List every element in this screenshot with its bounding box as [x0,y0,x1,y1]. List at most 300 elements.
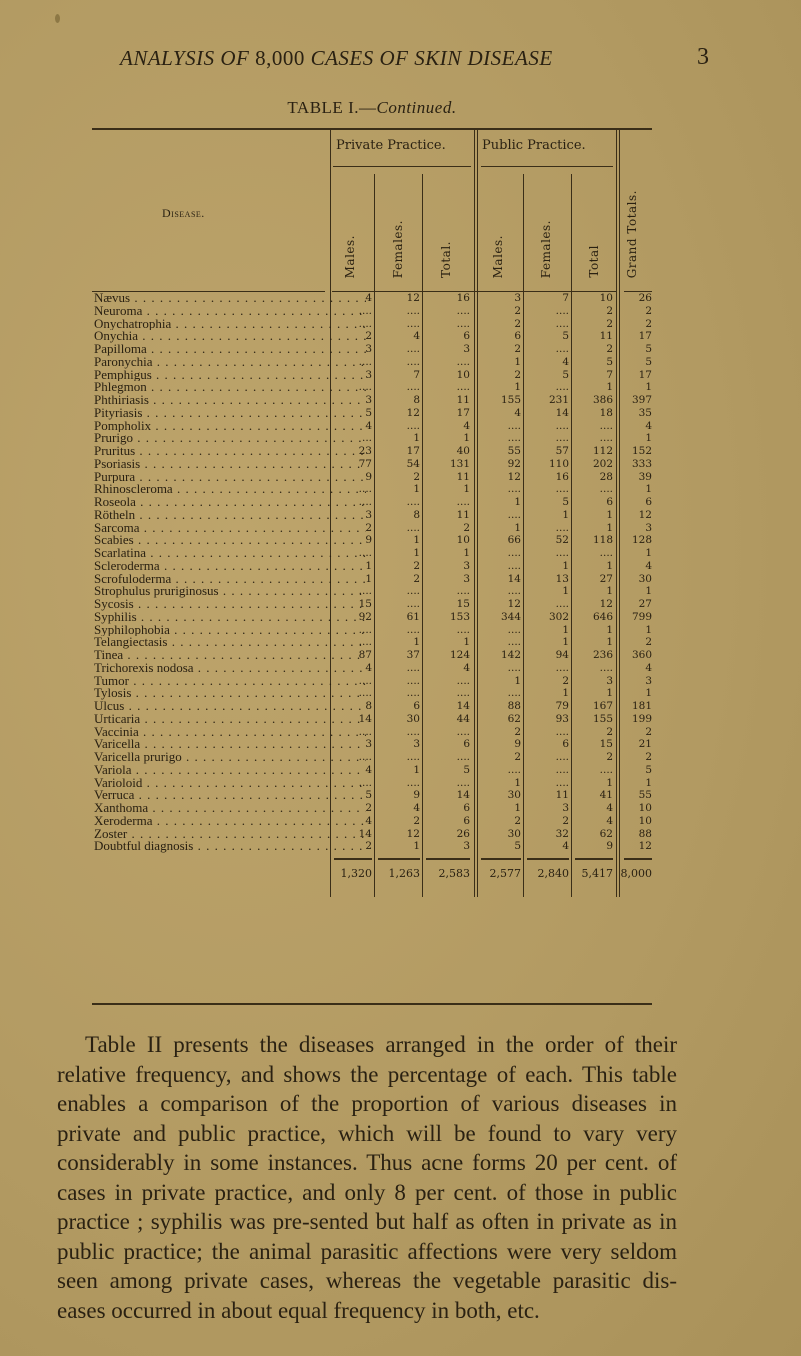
disease-name: Prurigo . . . [94,432,366,445]
table-cell: 66 [507,534,521,547]
table-cell: .... [507,636,521,649]
column-header-grand-totals: Grand Totals. [625,189,639,278]
table-cell: .... [555,483,569,496]
table-cell: 6 [413,700,420,712]
divider [477,130,478,292]
table-cell: 2 [645,636,652,649]
table-cell: 7 [606,368,613,381]
table-cell: 142 [500,649,521,661]
disease-name: Xanthoma . . . [94,802,366,815]
table-row [92,649,652,662]
table-cell: 1 [606,508,613,521]
table-cell: 52 [555,534,569,547]
table-cell: 1 [463,432,470,445]
table-cell: .... [406,751,420,763]
table-cell: 2 [645,304,652,317]
disease-name: Variola . . . [94,764,366,777]
table-row [92,356,652,369]
divider [619,130,620,292]
table-cell: .... [406,598,420,610]
table-cell: .... [456,355,470,368]
table-row [92,751,652,764]
table-cell: 35 [638,406,652,419]
table-cell: 1 [606,381,613,394]
table-cell: 6 [463,738,470,751]
running-head-number: 8,000 [255,46,305,70]
table-row [92,764,652,777]
table-cell: .... [507,623,521,636]
table-row [92,547,652,560]
table-cell: 4 [365,814,372,827]
table-cell: .... [555,776,569,789]
disease-name: Tylosis . . . [94,687,366,700]
table-cell: 386 [592,394,613,406]
divider [616,853,617,897]
table-cell: 26 [638,292,652,304]
divider [333,166,471,167]
table-cell: 9 [365,470,372,483]
table-cell: 6 [463,330,470,343]
table-cell: 2 [463,521,470,534]
table-cell: .... [507,419,521,432]
table-cell: 3 [365,368,372,381]
table-cell: 799 [631,610,652,623]
table-cell: 4 [365,661,372,674]
table-cell: .... [456,317,470,330]
disease-name: Nævus . . . [94,292,366,305]
table-cell: .... [406,623,420,636]
table-cell: 2 [413,572,420,585]
table-cell: .... [456,381,470,394]
table-row [92,598,652,611]
table-row [92,330,652,343]
table-cell: .... [406,661,420,674]
table-cell: 3 [365,343,372,355]
table-cell: .... [406,725,420,738]
table-cell: .... [507,508,521,521]
column-header-private-females: Females. [391,219,405,278]
table-cell: 2 [645,725,652,738]
table-cell: 12 [406,827,420,840]
table-cell: .... [406,521,420,534]
column-header-public-total: Total [587,245,601,278]
table-row [92,292,652,305]
table-cell: 1 [645,381,652,394]
table-cell: 62 [599,827,613,840]
divider [334,858,372,860]
table-row [92,726,652,739]
table-cell: 1 [514,674,521,687]
table-cell: 236 [592,649,613,661]
table-cell: 14 [358,827,372,840]
table-cell: 11 [456,470,470,483]
table-cell: 14 [456,700,470,712]
table-cell: 3 [463,559,470,572]
table-cell: 1 [645,547,652,559]
table-cell: 2 [514,814,521,827]
table-cell: 131 [449,457,470,470]
table-cell: .... [507,483,521,496]
table-row [92,560,652,573]
table-cell: 93 [555,712,569,725]
table-cell: 181 [631,700,652,712]
table-cell: 27 [599,572,613,585]
table-cell: 1 [645,623,652,636]
table-cell: 124 [449,649,470,661]
table-cell: 5 [514,840,521,853]
column-header-private-males: Males. [343,234,357,278]
table-cell: 1 [463,483,470,496]
table-cell: 1 [514,381,521,394]
divider [378,858,420,860]
divider [616,130,617,292]
running-head-post: CASES OF SKIN DISEASE [304,46,553,70]
table-cell: 1 [463,547,470,559]
table-cell: 344 [500,610,521,623]
table-cell: 87 [358,649,372,661]
disease-name: Rhinoscleroma . . . [94,483,366,496]
table-row [92,496,652,509]
table-cell: .... [358,547,372,559]
disease-name: Varioloid . . . [94,777,366,790]
table-row [92,394,652,407]
table-cell: .... [555,751,569,763]
table-cell: 3 [645,674,652,687]
table-cell: 12 [507,598,521,610]
disease-name: Scarlatina . . . [94,547,366,560]
group-private-practice: Private Practice. [336,138,446,153]
table-cell: 21 [638,738,652,751]
table-cell: 4 [413,330,420,343]
table-row [92,828,652,841]
table-cell: 333 [631,457,652,470]
table-cell: 1 [606,776,613,789]
table-cell: .... [406,317,420,330]
table-cell: 3 [645,521,652,534]
table-cell: 6 [645,496,652,508]
disease-name: Pompholix . . . [94,420,366,433]
table-cell: .... [507,687,521,700]
table-cell: 5 [562,368,569,381]
table-row [92,713,652,726]
disease-table [92,128,652,897]
table-cell: .... [358,751,372,763]
table-cell: 92 [358,610,372,623]
table-cell: .... [507,585,521,598]
divider [474,853,475,897]
table-cell: .... [456,585,470,598]
table-cell: 94 [555,649,569,661]
table-row [92,624,652,637]
divider [571,853,572,897]
table-cell: 10 [456,368,470,381]
disease-name: Verruca . . . [94,789,366,802]
table-cell: 3 [413,738,420,751]
table-cell: 10 [638,802,652,814]
disease-name: Pityriasis . . . [94,407,366,420]
table-cell: .... [456,687,470,700]
table-cell: 1 [413,534,420,547]
table-row [92,458,652,471]
table-cell: 5 [562,496,569,508]
divider [571,174,572,292]
divider [523,174,524,292]
table-cell: 8 [365,700,372,712]
table-cell: 8 [413,394,420,406]
table-cell: 4 [365,292,372,304]
table-cell: 2 [413,814,420,827]
table-cell: 61 [406,610,420,623]
table-cell: 1 [606,687,613,700]
table-cell: 3 [463,840,470,853]
table-cell: 11 [599,330,613,343]
table-cell: 62 [507,712,521,725]
disease-name: Paronychia . . . [94,356,366,369]
table-cell: 1 [606,623,613,636]
table-cell: 128 [631,534,652,547]
table-cell: 155 [500,394,521,406]
table-cell: 3 [514,292,521,304]
total-cell: 2,583 [438,867,470,880]
table-cell: 1 [645,776,652,789]
table-row [92,407,652,420]
table-cell: 3 [562,802,569,814]
table-cell: .... [406,419,420,432]
table-cell: 302 [548,610,569,623]
table-cell: 77 [358,457,372,470]
table-title-suffix: Continued. [376,98,457,117]
table-row [92,840,652,853]
table-row [92,675,652,688]
table-cell: 1 [463,636,470,649]
totals-row [92,853,652,897]
table-cell: 4 [606,802,613,814]
disease-name: Scleroderma . . . [94,560,366,573]
table-title-main: TABLE I.— [287,98,377,117]
table-cell: 4 [365,419,372,432]
table-cell: .... [555,304,569,317]
table-cell: .... [456,623,470,636]
paper-speck [55,14,60,23]
table-cell: 1 [365,572,372,585]
table-cell: 26 [456,827,470,840]
table-cell: 92 [507,457,521,470]
table-cell: 2 [514,317,521,330]
table-cell: .... [599,419,613,432]
table-cell: 397 [631,394,652,406]
disease-name: Onychia . . . [94,330,366,343]
disease-name: Pruritus . . . [94,445,366,458]
divider [474,130,475,292]
column-header-private-total: Total. [439,241,453,278]
table-cell: 2 [365,330,372,343]
table-cell: 2 [645,751,652,763]
table-cell: 6 [562,738,569,751]
table-cell: 4 [463,661,470,674]
table-cell: 3 [463,343,470,355]
table-cell: 4 [514,406,521,419]
table-cell: .... [555,432,569,445]
table-cell: 4 [463,419,470,432]
table-cell: .... [555,598,569,610]
table-cell: 15 [599,738,613,751]
table-cell: 155 [592,712,613,725]
divider [477,853,478,897]
table-cell: .... [507,547,521,559]
disease-name: Syphilis . . . [94,611,366,624]
page-number: 3 [697,44,709,70]
table-row [92,573,652,586]
table-row [92,318,652,331]
disease-name: Zoster . . . [94,828,366,841]
divider [481,858,521,860]
table-cell: 11 [456,508,470,521]
table-cell: 1 [514,802,521,814]
table-cell: 15 [456,598,470,610]
table-cell: 1 [562,623,569,636]
table-cell: .... [555,763,569,776]
table-cell: 3 [606,674,613,687]
disease-name: Urticaria . . . [94,713,366,726]
table-cell: 1 [606,521,613,534]
table-cell: 17 [638,330,652,343]
disease-name: Ulcus . . . [94,700,366,713]
table-cell: 18 [599,406,613,419]
table-cell: 6 [463,802,470,814]
table-cell: 9 [413,789,420,802]
table-row [92,432,652,445]
table-cell: 2 [514,368,521,381]
table-cell: .... [555,343,569,355]
table-cell: .... [456,776,470,789]
table-cell: 14 [456,789,470,802]
total-cell: 1,263 [388,867,420,880]
table-row [92,802,652,815]
disease-name: Psoriasis . . . [94,458,366,471]
table-cell: 16 [456,292,470,304]
disease-name: Scabies . . . [94,534,366,547]
table-cell: .... [406,674,420,687]
total-cell: 1,320 [340,867,372,880]
table-row [92,420,652,433]
table-cell: 1 [562,559,569,572]
table-cell: 231 [548,394,569,406]
table-cell: .... [358,585,372,598]
table-row [92,738,652,751]
table-cell: .... [599,483,613,496]
table-cell: 41 [599,789,613,802]
disease-name: Sycosis . . . [94,598,366,611]
table-cell: .... [456,674,470,687]
table-cell: 2 [514,751,521,763]
table-cell: 1 [562,585,569,598]
total-cell: 5,417 [581,867,613,880]
column-header-public-females: Females. [539,219,553,278]
divider [330,130,331,292]
table-cell: 10 [456,534,470,547]
table-cell: .... [599,763,613,776]
table-bottom-rule [92,1003,652,1005]
table-cell: 2 [514,343,521,355]
table-cell: 118 [592,534,613,547]
table-cell: .... [456,496,470,508]
table-cell: 1 [413,483,420,496]
table-cell: 2 [606,343,613,355]
table-cell: 3 [365,508,372,521]
table-cell: 12 [638,508,652,521]
divider [624,858,652,860]
table-cell: 2 [606,317,613,330]
divider [426,858,470,860]
table-cell: 199 [631,712,652,725]
table-cell: 17 [456,406,470,419]
table-cell: .... [406,585,420,598]
table-cell: .... [456,304,470,317]
table-cell: 39 [638,470,652,483]
table-cell: 3 [365,394,372,406]
table-cell: 57 [555,445,569,457]
table-cell: 646 [592,610,613,623]
table-cell: .... [555,317,569,330]
table-cell: 55 [638,789,652,802]
table-cell: .... [358,496,372,508]
divider [523,853,524,897]
disease-name: Tumor . . . [94,675,366,688]
table-cell: 88 [507,700,521,712]
table-body [92,292,652,853]
table-cell: 12 [406,292,420,304]
table-cell: 17 [406,445,420,457]
table-cell: .... [358,483,372,496]
disease-name: Trichorexis nodosa . . . [94,662,366,675]
table-cell: .... [555,381,569,394]
table-row [92,585,652,598]
table-cell: 1 [645,483,652,496]
table-cell: 3 [365,738,372,751]
table-row [92,789,652,802]
table-cell: 1 [606,559,613,572]
table-cell: 2 [562,814,569,827]
table-cell: ... [361,432,372,445]
disease-name: Varicella . . . [94,738,366,751]
table-cell: 1 [645,585,652,598]
table-cell: .... [555,547,569,559]
table-cell: 23 [358,445,372,457]
table-cell: 1 [562,687,569,700]
table-cell: .... [358,674,372,687]
table-cell: .... [358,355,372,368]
table-cell: 11 [456,394,470,406]
table-row [92,509,652,522]
table-cell: .... [555,521,569,534]
table-cell: 2 [562,674,569,687]
total-cell: 8,000 [620,867,652,880]
column-header-public-males: Males. [491,234,505,278]
table-cell: 1 [514,776,521,789]
table-cell: .... [406,355,420,368]
table-cell: 30 [507,789,521,802]
disease-name: Papilloma . . . [94,343,366,356]
disease-name: Xeroderma . . . [94,815,366,828]
table-cell: 2 [514,725,521,738]
table-cell: 6 [463,814,470,827]
table-cell: 5 [365,406,372,419]
table-cell: 10 [599,292,613,304]
table-cell: 1 [413,636,420,649]
table-cell: .... [599,661,613,674]
table-cell: 5 [645,343,652,355]
table-cell: 9 [365,534,372,547]
